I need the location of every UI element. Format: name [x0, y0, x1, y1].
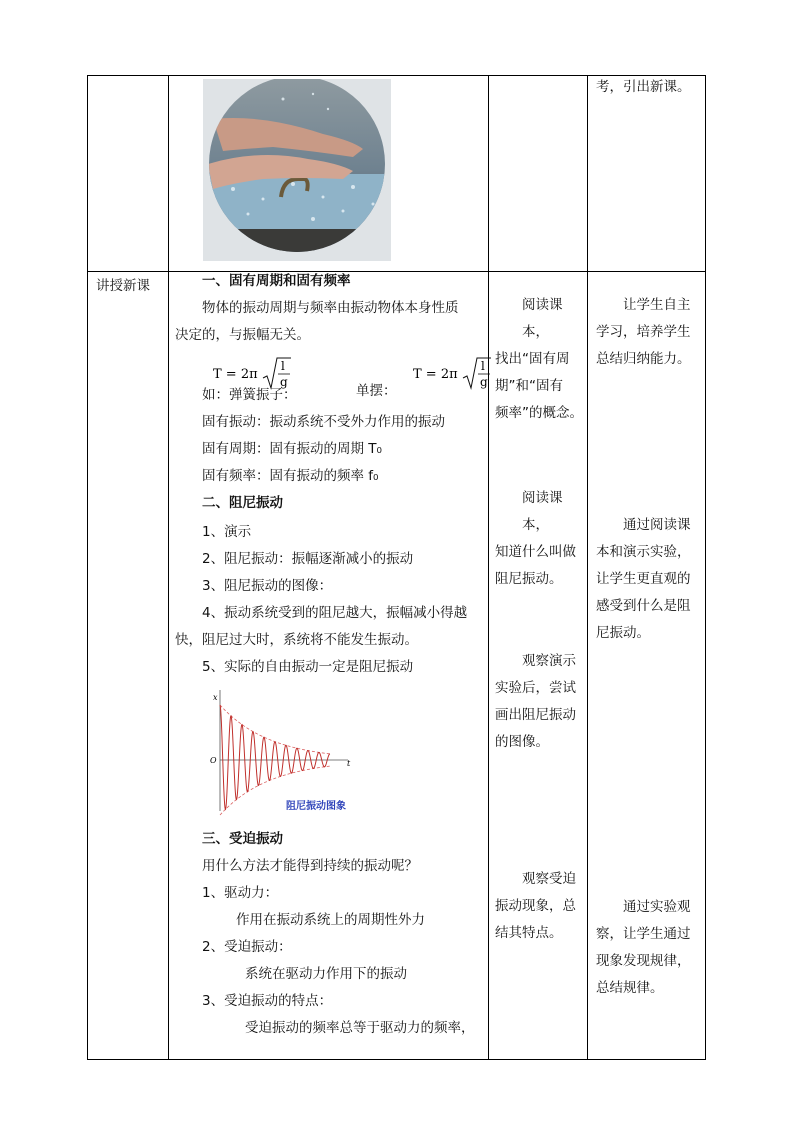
intro-continuation: 考，引出新课。	[596, 79, 691, 95]
design-intent-2	[596, 512, 706, 647]
intent-line: 总结规律。	[596, 980, 664, 996]
student-activity-2	[495, 485, 587, 593]
list-item: 2、阻尼振动：振幅逐渐减小的振动	[202, 551, 414, 567]
intent-line: 让学生自主	[623, 297, 691, 313]
list-item: 快，阻尼过大时，系统将不能发生振动。	[175, 632, 418, 648]
activity-line: 结其特点。	[495, 925, 563, 941]
formula-den: g	[280, 375, 288, 389]
formula-num: l	[481, 359, 485, 373]
intent-line: 感受到什么是阻	[596, 598, 691, 614]
formula-num: l	[281, 359, 285, 373]
intent-line: 让学生更直观的	[596, 571, 691, 587]
envelope-upper	[220, 705, 330, 754]
heading-forced: 三、受迫振动	[202, 831, 283, 847]
paragraph-line: 决定的，与振幅无关。	[175, 327, 310, 343]
intent-line: 尼振动。	[596, 625, 650, 641]
spring-label: 如：弹簧振子：	[202, 387, 297, 403]
paragraph-line: 物体的振动周期与频率由振动物体本身性质	[202, 300, 459, 316]
list-item: 2、受迫振动：	[202, 939, 292, 955]
activity-line: 期”和“固有	[495, 378, 563, 394]
activity-line: 阅读课本，	[522, 490, 563, 533]
activity-line: 画出阻尼振动	[495, 707, 576, 723]
origin-label: O	[210, 756, 217, 765]
student-activity-1	[495, 292, 587, 427]
definition-line: 固有振动：振动系统不受外力作用的振动	[202, 414, 445, 430]
definition-line: 固有周期：固有振动的周期 T₀	[202, 441, 382, 457]
formula-lhs: T = 2π	[213, 367, 258, 382]
activity-line: 实验后，尝试	[495, 680, 576, 696]
list-item: 3、阻尼振动的图像：	[202, 578, 333, 594]
intent-line: 通过阅读课	[623, 517, 691, 533]
heading-natural-period: 一、固有周期和固有频率	[202, 273, 351, 289]
question-line: 用什么方法才能得到持续的振动呢？	[202, 858, 418, 874]
heading-damped: 二、阻尼振动	[202, 495, 283, 511]
y-axis-label: x	[213, 693, 218, 702]
student-activity-3	[495, 648, 587, 756]
x-axis-label: t	[347, 759, 351, 768]
list-item-desc: 系统在驱动力作用下的振动	[245, 966, 407, 982]
activity-line: 找出“固有周	[495, 351, 570, 367]
pendulum-label: 单摆：	[356, 383, 397, 399]
activity-line: 频率”的概念。	[495, 405, 583, 421]
list-item-desc: 受迫振动的频率总等于驱动力的频率，	[245, 1020, 475, 1036]
experiment-photo	[203, 79, 391, 261]
design-intent-3	[596, 894, 706, 1002]
activity-line: 振动现象，总	[495, 898, 576, 914]
activity-line: 的图像。	[495, 734, 549, 750]
lesson-table	[87, 75, 706, 1060]
intent-line: 本和演示实验，	[596, 544, 691, 560]
intent-line: 察，让学生通过	[596, 926, 691, 942]
list-item-desc: 作用在振动系统上的周期性外力	[236, 912, 425, 928]
col-divider-1	[168, 76, 169, 1059]
intent-line: 现象发现规律，	[596, 953, 691, 969]
design-intent-1	[596, 292, 706, 373]
row-divider	[88, 271, 705, 272]
intent-line: 通过实验观	[623, 899, 691, 915]
section-label: 讲授新课	[96, 278, 150, 294]
list-item: 5、实际的自由振动一定是阻尼振动	[202, 659, 414, 675]
intent-line: 学习，培养学生	[596, 324, 691, 340]
definition-line: 固有频率：固有振动的频率 f₀	[202, 468, 379, 484]
student-activity-4	[495, 866, 587, 947]
col-divider-3	[587, 76, 588, 1059]
activity-line: 阅读课本，	[522, 297, 563, 340]
list-item: 3、受迫振动的特点：	[202, 993, 333, 1009]
activity-line: 阻尼振动。	[495, 571, 563, 587]
chart-caption: 阻尼振动图象	[286, 801, 346, 812]
list-item: 1、驱动力：	[202, 885, 279, 901]
list-item: 1、演示	[202, 524, 252, 540]
formula-lhs: T = 2π	[413, 367, 458, 382]
formula-den: g	[480, 375, 488, 389]
intent-line: 总结归纳能力。	[596, 351, 691, 367]
list-item: 4、振动系统受到的阻尼越大，振幅减小得越	[202, 605, 468, 621]
activity-line: 知道什么叫做	[495, 544, 576, 560]
activity-line: 观察受迫	[522, 871, 576, 887]
activity-line: 观察演示	[522, 653, 576, 669]
col-divider-2	[488, 76, 489, 1059]
